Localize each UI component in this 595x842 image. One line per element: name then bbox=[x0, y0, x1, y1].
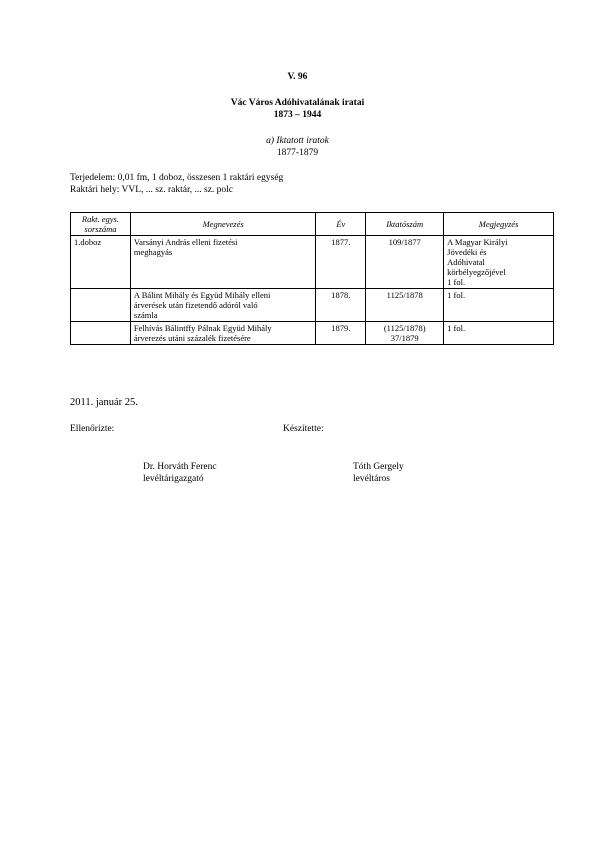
cell-note-line: 1 fol. bbox=[447, 323, 466, 333]
checker-title: levéltárigazgató bbox=[143, 474, 204, 484]
cell-name-line: számla bbox=[133, 310, 158, 320]
cell-note bbox=[444, 322, 554, 345]
checked-label: Ellenőrizte: bbox=[70, 424, 115, 434]
preparer-title: levéltáros bbox=[353, 474, 390, 484]
cell-name-line: Varsányi András elleni fizetési bbox=[133, 237, 238, 247]
cell-reg bbox=[366, 322, 444, 345]
document-subyears: 1877-1879 bbox=[276, 148, 319, 158]
cell-note-line: 1 fol. bbox=[447, 290, 466, 300]
location-line: Raktári hely: VVL, ... sz. raktár, ... sz. polc bbox=[70, 185, 234, 195]
cell-unit-text: 1.doboz bbox=[74, 237, 102, 247]
cell-year-text: 1877. bbox=[331, 237, 351, 247]
table-row bbox=[71, 289, 554, 322]
cell-note-line: A Magyar Királyi bbox=[447, 237, 508, 247]
document-title: Vác Város Adóhivatalának iratai bbox=[230, 98, 365, 108]
header-reg: Iktatószám bbox=[366, 213, 444, 236]
cell-note bbox=[444, 289, 554, 322]
document-subtitle: a) Iktatott iratok bbox=[266, 136, 329, 146]
cell-year bbox=[316, 289, 366, 322]
cell-reg-line: 37/1879 bbox=[390, 333, 419, 343]
header-unit bbox=[71, 213, 131, 236]
cell-reg-line: (1125/1878) bbox=[383, 323, 426, 333]
cell-reg bbox=[366, 236, 444, 289]
cell-name-line: A Bálint Mihály és Együd Mihály elleni bbox=[133, 290, 271, 300]
signature: V. 96 bbox=[287, 72, 308, 82]
cell-name-line: árverezés utáni százalék fizetésére bbox=[133, 333, 251, 343]
cell-note-line: 1 fol. bbox=[447, 277, 466, 287]
cell-reg-line: 109/1877 bbox=[388, 237, 421, 247]
cell-name-line: meghagyás bbox=[133, 247, 173, 257]
cell-name bbox=[130, 236, 315, 289]
cell-note-line: körbélyegzőjével bbox=[447, 267, 506, 277]
cell-unit bbox=[71, 289, 131, 322]
cell-note-line: Adóhivatal bbox=[447, 257, 485, 267]
table-header-row bbox=[71, 213, 554, 236]
footer-date: 2011. január 25. bbox=[70, 397, 138, 408]
cell-reg bbox=[366, 289, 444, 322]
preparer-name: Tóth Gergely bbox=[353, 462, 404, 472]
table-row bbox=[71, 236, 554, 289]
cell-year bbox=[316, 322, 366, 345]
cell-note-line: Jövedéki és bbox=[447, 247, 487, 257]
prepared-label: Készítette: bbox=[283, 424, 324, 434]
header-name: Megnevezés bbox=[130, 213, 315, 236]
cell-year-text: 1878. bbox=[331, 290, 351, 300]
document-years: 1873 – 1944 bbox=[273, 110, 322, 120]
extent-line: Terjedelem: 0,01 fm, 1 doboz, összesen 1 raktári egység bbox=[70, 173, 284, 183]
cell-note bbox=[444, 236, 554, 289]
cell-year bbox=[316, 236, 366, 289]
header-note: Megjegyzés bbox=[444, 213, 554, 236]
header-year: Év bbox=[316, 213, 366, 236]
cell-name-line: árverések után fizetendő adóról való bbox=[133, 300, 258, 310]
cell-unit bbox=[71, 236, 131, 289]
cell-name-line: Felhívás Bálintffy Pálnak Együd Mihály bbox=[133, 323, 272, 333]
cell-unit bbox=[71, 322, 131, 345]
cell-year-text: 1879. bbox=[331, 323, 351, 333]
header-unit-line1: Rakt. egys. bbox=[81, 214, 119, 224]
table-row bbox=[71, 322, 554, 345]
header-unit-line2: sorszáma bbox=[84, 224, 117, 234]
checker-name: Dr. Horváth Ferenc bbox=[143, 462, 217, 472]
cell-name bbox=[130, 289, 315, 322]
inventory-table bbox=[70, 212, 554, 345]
cell-reg-line: 1125/1878 bbox=[386, 290, 423, 300]
cell-name bbox=[130, 322, 315, 345]
